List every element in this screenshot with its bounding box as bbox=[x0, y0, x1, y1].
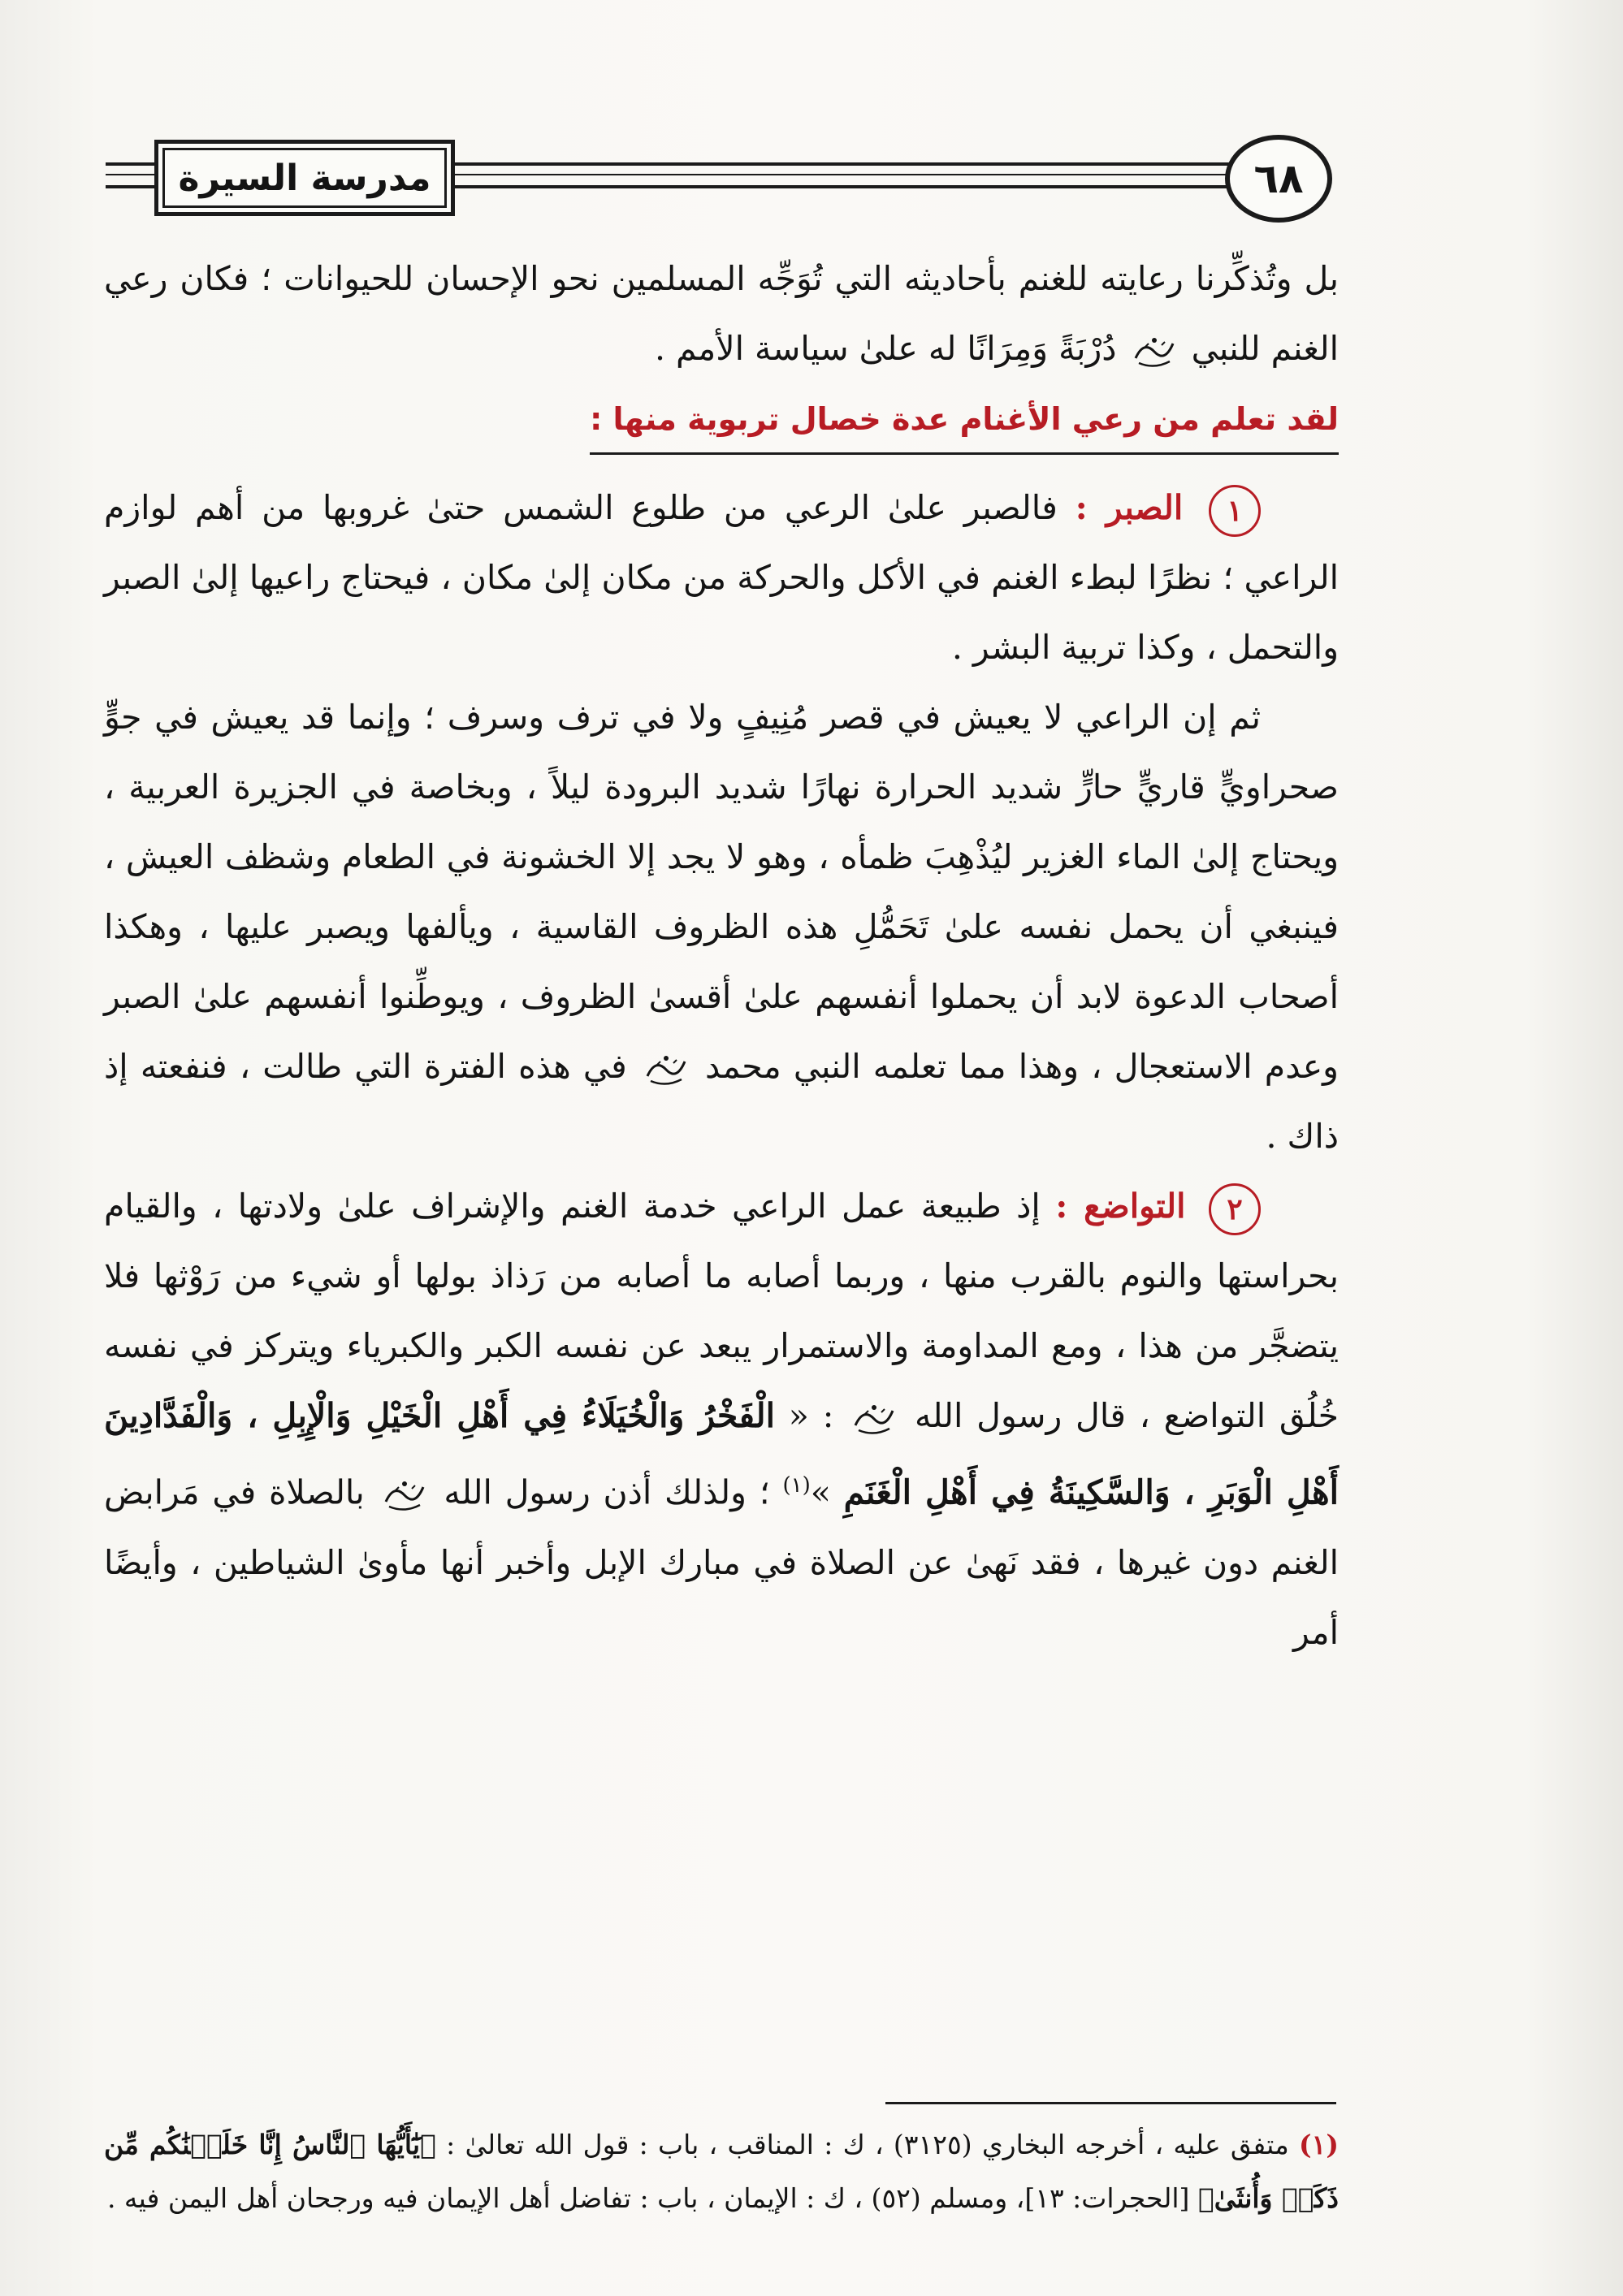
quote-open: : « bbox=[788, 1396, 834, 1435]
list-item-humility bbox=[104, 1171, 1339, 1667]
paragraph bbox=[104, 244, 1339, 383]
header-rule bbox=[106, 185, 154, 188]
salawat-ligature-icon bbox=[644, 1052, 688, 1087]
footnote-text: [الحجرات: ١٣]، ومسلم (٥٢) ، ك : الإيمان ، باب : تفاضل أهل الإيمان فيه ورجحان أهل اليمن فيه . bbox=[106, 2182, 1190, 2214]
footnote-ref: (١) bbox=[782, 1473, 811, 1498]
header-rule bbox=[451, 162, 1235, 166]
footnote-divider bbox=[885, 2102, 1336, 2104]
item-number: ٢ bbox=[1209, 1183, 1261, 1235]
header-rule bbox=[106, 162, 154, 166]
salawat-ligature-icon bbox=[383, 1477, 426, 1513]
footnote-number: (١) bbox=[1299, 2129, 1339, 2160]
header-rule bbox=[106, 174, 154, 175]
paragraph-text: بل وتُذكِّرنا رعايته للغنم بأحاديثه التي تُوَجِّه المسلمين نحو الإحسان للحيوانات ؛ فكان رعي الغنم للنبي bbox=[104, 259, 1339, 368]
footnote-text: متفق عليه ، أخرجه البخاري (٣١٢٥) ، ك : المناقب ، باب : قول الله تعالىٰ : bbox=[446, 2129, 1289, 2160]
book-title: مدرسة السيرة bbox=[178, 157, 431, 199]
item-text: ؛ ولذلك أذن رسول الله bbox=[444, 1472, 770, 1512]
paragraph bbox=[104, 682, 1339, 1171]
book-title-box bbox=[154, 140, 455, 216]
item-label: التواضع : bbox=[1055, 1187, 1186, 1226]
list-item-patience bbox=[104, 473, 1339, 682]
paragraph-text: دُرْبَةً وَمِرَانًا له علىٰ سياسة الأمم . bbox=[654, 329, 1117, 368]
paragraph-text: ثم إن الراعي لا يعيش في قصر مُنِيفٍ ولا في ترف وسرف ؛ وإنما قد يعيش في جوٍّ صحراويٍّ قاريٍّ حارٍّ شديد الحرارة نهارًا شديد البرودة ليلاً ، وبخاصة في الجزيرة العربية ، ويحتاج إلىٰ الماء الغزير ليُذْهِبَ ظمأه ، وهو لا يجد إلا الخشونة في الطعام وشظف العيش ، فينبغي أن يحمل نفسه علىٰ تَحَمُّلِ هذه الظروف القاسية ، ويألفها ويصبر عليها ، وهكذا أصحاب الدعوة لابد أن يحملوا أنفسهم علىٰ أقسىٰ الظروف ، ويوطِّنوا أنفسهم علىٰ الصبر وعدم الاستعجال ، وهذا مما تعلمه النبي محمد bbox=[104, 698, 1340, 1086]
salawat-ligature-icon bbox=[1132, 334, 1176, 370]
item-number: ١ bbox=[1209, 485, 1261, 537]
header-rule bbox=[451, 174, 1235, 175]
page-number-circle bbox=[1225, 135, 1332, 223]
item-label: الصبر : bbox=[1075, 488, 1184, 527]
quote-close: » bbox=[810, 1472, 831, 1512]
item-text: فالصبر علىٰ الرعي من طلوع الشمس حتىٰ غروبها من أهم لوازم الراعي ؛ نظرًا لبطء الغنم في الأكل والحركة من مكان إلىٰ مكان ، فيحتاج راعيها إلىٰ الصبر والتحمل ، وكذا تربية البشر . bbox=[104, 488, 1339, 667]
item-text: إذ طبيعة عمل الراعي خدمة الغنم والإشراف علىٰ ولادتها ، والقيام بحراستها والنوم بالقرب منها ، وربما أصابه ما أصابه من رَذاذ بولها أو شيء من رَوْثها فلا يتضجَّر من هذا ، ومع المداومة والاستمرار يبعد عن نفسه الكبر والكبرياء ويتركز في نفسه خُلُق التواضع ، قال رسول الله bbox=[104, 1187, 1339, 1435]
footnotes bbox=[104, 2118, 1339, 2225]
page-header bbox=[106, 130, 1332, 219]
hadith-text: الْفَخْرُ وَالْخُيَلَاءُ فِي أَهْلِ الْخَيْلِ وَالْإِبِلِ ، وَالْفَدَّادِينَ أَهْلِ الْوَبَرِ ، وَالسَّكِينَةُ فِي أَهْلِ الْغَنَمِ bbox=[104, 1396, 1339, 1512]
header-rule bbox=[451, 185, 1235, 188]
paragraph-text: في هذه الفترة التي طالت ، فنفعته إذ ذاك . bbox=[104, 1047, 1339, 1156]
main-text bbox=[104, 244, 1339, 1667]
salawat-ligature-icon bbox=[852, 1401, 896, 1437]
item-text: بالصلاة في مَرابض الغنم دون غيرها ، فقد نَهىٰ عن الصلاة في مبارك الإبل وأخبر أنها مأوىٰ الشياطين ، وأيضًا أمر bbox=[104, 1472, 1339, 1652]
page-number: ٦٨ bbox=[1253, 155, 1304, 202]
quran-verse: ﴿يَٰٓأَيُّهَا ٱلنَّاسُ إِنَّا خَلَقۡنَٰكُم مِّن ذَكَرٖ وَأُنثَىٰ﴾ bbox=[104, 2129, 1339, 2214]
footnote bbox=[104, 2118, 1339, 2225]
section-heading: لقد تعلم من رعي الأغنام عدة خصال تربوية منها : bbox=[590, 391, 1339, 455]
